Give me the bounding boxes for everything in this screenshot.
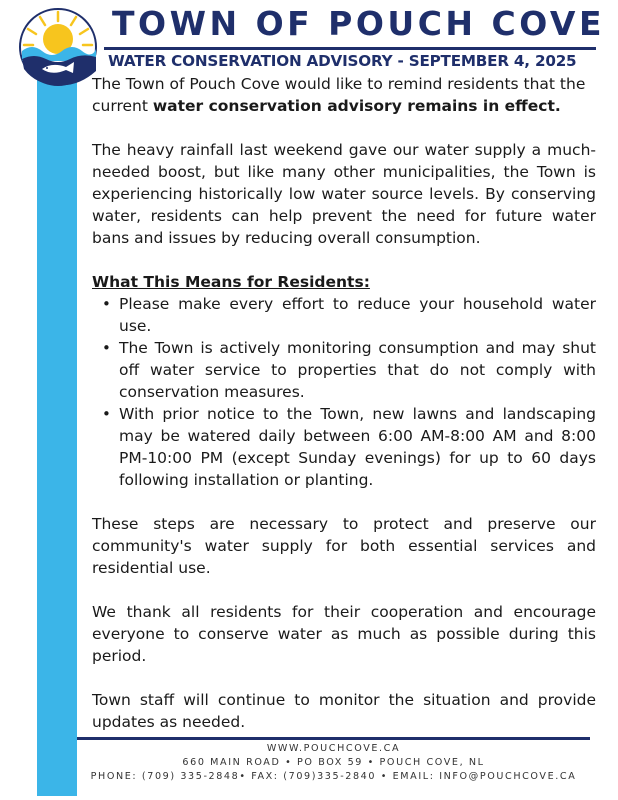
intro-paragraph — [92, 73, 596, 117]
bullet-text: Please make every effort to reduce your household water use. — [119, 295, 596, 335]
list-item — [92, 403, 596, 491]
rainfall-paragraph: The heavy rainfall last weekend gave our water supply a much-needed boost, but like many other municipalities, the Town is experiencing historically low water source levels. By conserving water, residents can help prevent the need for future water bans and issues by reducing overall consumption. — [92, 141, 596, 247]
thanks-paragraph: We thank all residents for their cooperation and encourage everyone to conserve water as much as possible during this period. — [92, 603, 596, 665]
footer — [77, 742, 590, 784]
bullet-text: The Town is actively monitoring consumption and may shut off water service to properties that do not comply with conservation measures. — [119, 339, 596, 401]
intro-text: The Town of Pouch Cove would like to remind residents that the current — [92, 75, 586, 115]
bullet-text: With prior notice to the Town, new lawns and landscaping may be watered daily between 6:00 AM-8:00 AM and 8:00 PM-10:00 PM (except Sunday evenings) for up to 60 days following installation or planting. — [119, 405, 596, 489]
bullet-icon: • — [102, 405, 111, 423]
footer-address: 660 MAIN ROAD • PO BOX 59 • POUCH COVE, NL — [182, 757, 485, 768]
bullet-icon: • — [102, 295, 111, 313]
sun-waves-fish-logo-icon — [18, 7, 98, 87]
monitor-paragraph: Town staff will continue to monitor the situation and provide updates as needed. — [92, 691, 596, 731]
residents-heading: What This Means for Residents: — [92, 273, 370, 291]
side-accent-bar — [37, 48, 77, 796]
footer-divider — [77, 737, 590, 740]
town-title: TOWN OF POUCH COVE — [112, 4, 605, 43]
advisory-subtitle: WATER CONSERVATION ADVISORY - SEPTEMBER 4, 2025 — [108, 52, 577, 70]
intro-bold-text: water conservation advisory remains in effect. — [152, 97, 561, 115]
bullet-icon: • — [102, 339, 111, 357]
steps-paragraph: These steps are necessary to protect and preserve our community's water supply for both essential services and residential use. — [92, 515, 596, 577]
footer-website[interactable]: WWW.POUCHCOVE.CA — [266, 743, 401, 754]
list-item — [92, 337, 596, 403]
footer-contact: PHONE: (709) 335-2848• FAX: (709)335-2840 • EMAIL: INFO@POUCHCOVE.CA — [90, 771, 577, 782]
advisory-body — [92, 73, 596, 733]
residents-bullet-list — [92, 293, 596, 491]
list-item — [92, 293, 596, 337]
